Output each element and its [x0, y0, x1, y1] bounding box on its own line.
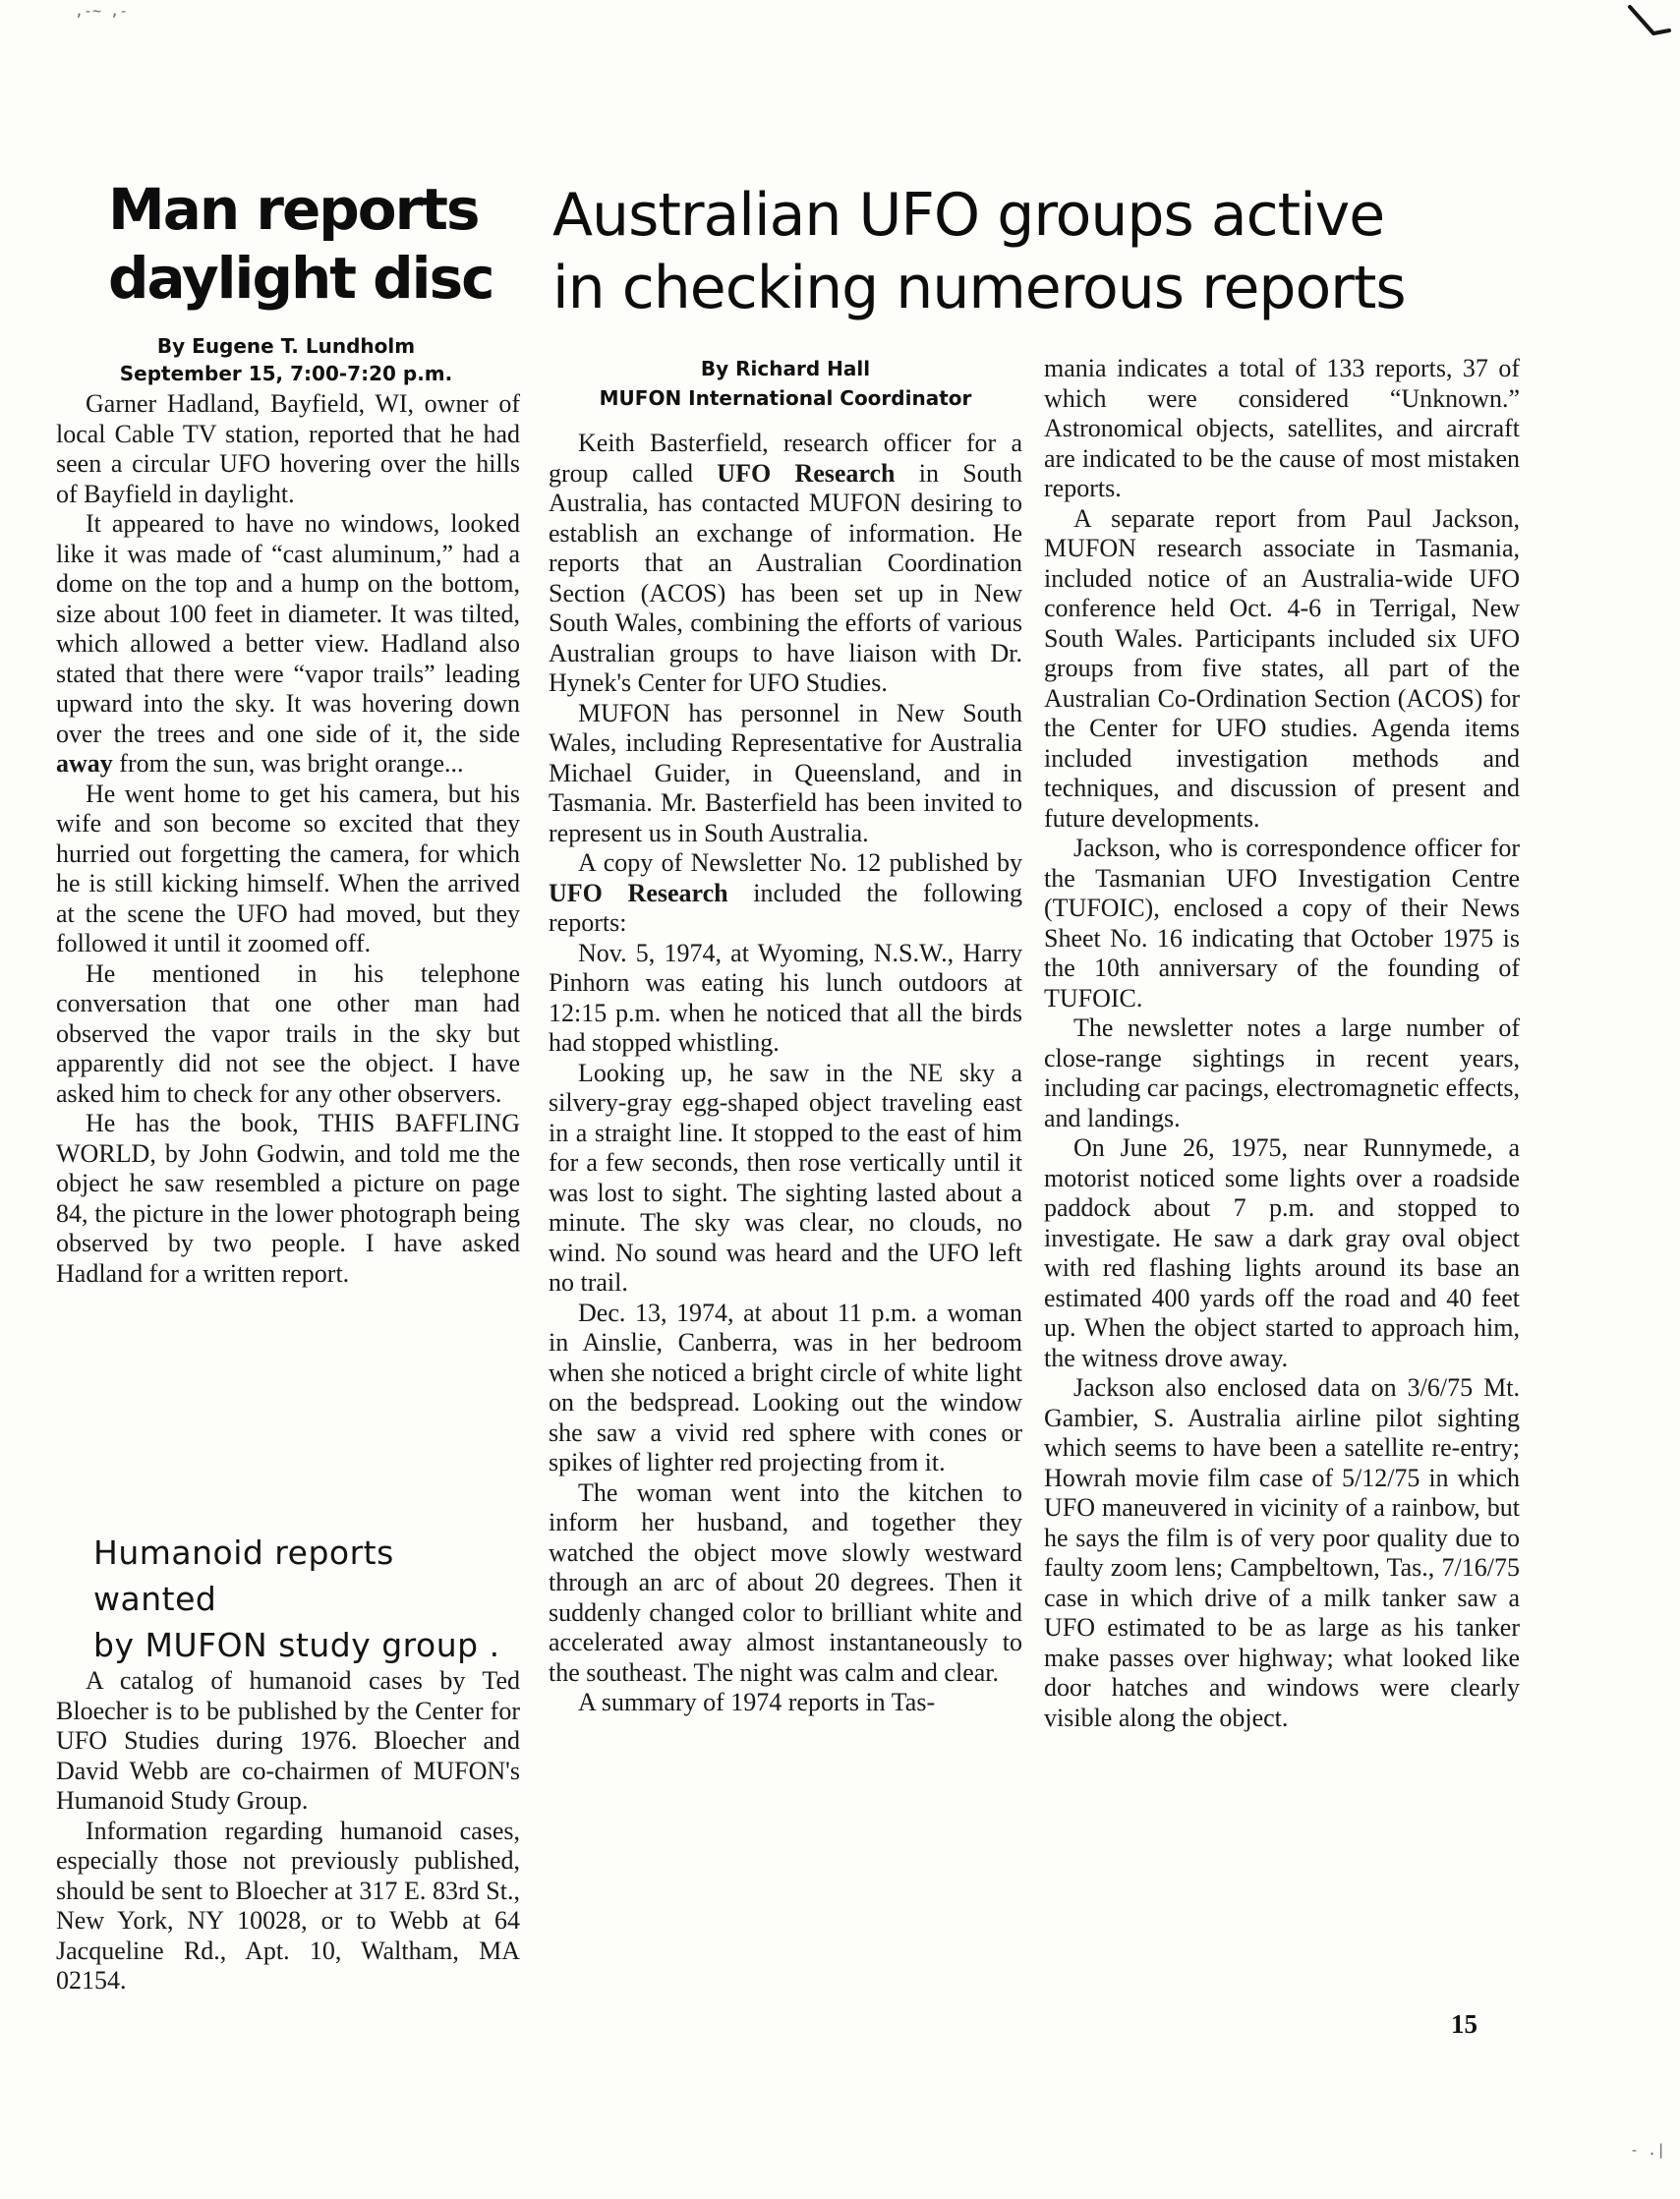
paragraph: The newsletter notes a large number of close-range sightings in recent years, including car pacings, electromagnetic effects, and landings. [1044, 1013, 1520, 1132]
paragraph: Garner Hadland, Bayfield, WI, owner of local Cable TV station, reported that he had seen a circular UFO hovering over the hills of Bayfield in daylight. [56, 389, 520, 508]
page-number: 15 [1451, 2009, 1477, 2039]
article1-headline-line1: Man reports [108, 176, 479, 243]
article2-byline-block [546, 354, 1025, 413]
paragraph: A separate report from Paul Jackson, MUFON research associate in Tasmania, included notice of an Australia-wide UFO conference held Oct. 4-6 in Terrigal, New South Wales. Participants included six UFO groups from five states, all part of the Australian Co-Ordination Section (ACOS) for the Center for UFO studies. Agenda items included investigation methods and techniques, and discussion of present and future developments. [1044, 503, 1520, 833]
article2-headline [552, 179, 1545, 324]
paragraph: Keith Basterfield, research officer for a group called UFO Research in South Australia, has contacted MUFON desiring to establish an exchange of information. He reports that an Australian Coordination Section (ACOS) has been set up in New South Wales, combining the efforts of various Australian groups to have liaison with Dr. Hynek's Center for UFO Studies. [549, 429, 1022, 697]
paragraph: A catalog of humanoid cases by Ted Bloecher is to be published by the Center for UFO Studies during 1976. Bloecher and David Webb are co-chairmen of MUFON's Humanoid Study Group. [56, 1666, 520, 1815]
article1-subhead [93, 1530, 526, 1668]
paragraph: On June 26, 1975, near Runnymede, a motorist noticed some lights over a roadside paddock about 7 p.m. and stopped to investigate. He saw a dark gray oval object with red flashing lights around its base an estimated 400 yards off the road and 40 feet up. When the object started to approach him, the witness drove away. [1044, 1133, 1520, 1372]
article1-dateline: September 15, 7:00-7:20 p.m. [119, 362, 453, 385]
paragraph: He has the book, THIS BAFFLING WORLD, by John Godwin, and told me the object he saw resembled a picture on page 84, the picture in the lower photograph being observed by two people. I have asked Hadland for a written report. [56, 1109, 520, 1288]
paragraph: mania indicates a total of 133 reports, 37 of which were considered “Unknown.” Astronomical objects, satellites, and aircraft are indicated to be the cause of most mistaken reports. [1044, 354, 1520, 502]
scan-artifact-bottom-right: - .| [1630, 2141, 1666, 2159]
paragraph: MUFON has personnel in New South Wales, including Representative for Australia Michael Guider, in Queensland, and in Tasmania. Mr. Basterfield has been invited to represent us in South Australia. [549, 698, 1022, 847]
article2-byline: By Richard Hall [700, 357, 871, 380]
paragraph: The woman went into the kitchen to inform her husband, and together they watched the object move slowly westward through an arc of about 20 degrees. Then it suddenly changed color to brilliant white and accelerated away almost instantaneously to the southeast. The night was calm and clear. [549, 1477, 1022, 1687]
paragraph: Dec. 13, 1974, at about 11 p.m. a woman in Ainslie, Canberra, was in her bedroom when she noticed a bright circle of white light on the bedspread. Looking out the window she saw a vivid red sphere with cones or spikes of lighter red projecting from it. [549, 1298, 1022, 1476]
paragraph: He mentioned in his telephone conversation that one other man had observed the vapor trails in the sky but apparently did not see the object. I have asked him to check for any other observers. [56, 958, 520, 1108]
article2-headline-line1: Australian UFO groups active [552, 181, 1385, 250]
article1-byline: By Eugene T. Lundholm [156, 334, 416, 358]
pen-checkmark-icon [1624, 4, 1673, 43]
article1-subsection-body [56, 1666, 520, 1996]
article2-column-1 [549, 429, 1022, 1718]
paragraph: Jackson, who is correspondence officer for the Tasmanian UFO Investigation Centre (TUFOIC), enclosed a copy of their News Sheet No. 16 indicating that October 1975 is the 10th anniversary of the founding of TUFOIC. [1044, 834, 1520, 1013]
paragraph: A copy of Newsletter No. 12 published by UFO Research included the following reports: [549, 848, 1022, 937]
paragraph: Nov. 5, 1974, at Wyoming, N.S.W., Harry Pinhorn was eating his lunch outdoors at 12:15 p.m. when he noticed that all the birds had stopped whistling. [549, 938, 1022, 1057]
paragraph: It appeared to have no windows, looked like it was made of “cast aluminum,” had a dome on the top and a hump on the bottom, size about 100 feet in diameter. It was tilted, which allowed a better view. Hadland also stated that there were “vapor trails” leading upward into the sky. It was hovering down over the trees and one side of it, the side away from the sun, was bright orange... [56, 509, 520, 778]
article1-byline-block [54, 332, 518, 387]
paragraph: Jackson also enclosed data on 3/6/75 Mt. Gambier, S. Australia airline pilot sighting which seems to have been a satellite re-entry; Howrah movie film case of 5/12/75 in which UFO maneuvered in vicinity of a rainbow, but he says the film is of very poor quality due to faulty zoom lens; Campbeltown, Tas., 7/16/75 case in which drive of a milk tanker saw a UFO estimated to be as large as his tanker make passes over highway; what looked like door hatches and windows were clearly visible along the object. [1044, 1373, 1520, 1732]
paragraph: Looking up, he saw in the NE sky a silvery-gray egg-shaped object traveling east in a straight line. It stopped to the east of him for a few seconds, then rose vertically until it was lost to sight. The sighting lasted about a minute. The sky was clear, no clouds, no wind. No sound was heard and the UFO left no trail. [549, 1058, 1022, 1297]
article1-headline [108, 175, 541, 313]
article1-body [56, 389, 520, 1289]
article1-subhead-line1: Humanoid reports wanted [93, 1534, 394, 1618]
scan-artifact-top-left: ,-~ ,- [75, 2, 129, 20]
article1-subhead-line2: by MUFON study group . [93, 1626, 500, 1664]
article1-headline-line2: daylight disc [108, 245, 493, 312]
article2-headline-line2: in checking numerous reports [552, 254, 1406, 322]
paragraph: Information regarding humanoid cases, especially those not previously published, should be sent to Bloecher at 317 E. 83rd St., New York, NY 10028, or to Webb at 64 Jacqueline Rd., Apt. 10, Waltham, MA 02154. [56, 1816, 520, 1995]
article2-column-2 [1044, 354, 1520, 1733]
paragraph: He went home to get his camera, but his wife and son become so excited that they hurried out forgetting the camera, for which he is still kicking himself. When the arrived at the scene the UFO had moved, but they followed it until it zoomed off. [56, 779, 520, 957]
paragraph: A summary of 1974 reports in Tas- [578, 1688, 936, 1716]
article2-byline-role: MUFON International Coordinator [599, 386, 972, 410]
